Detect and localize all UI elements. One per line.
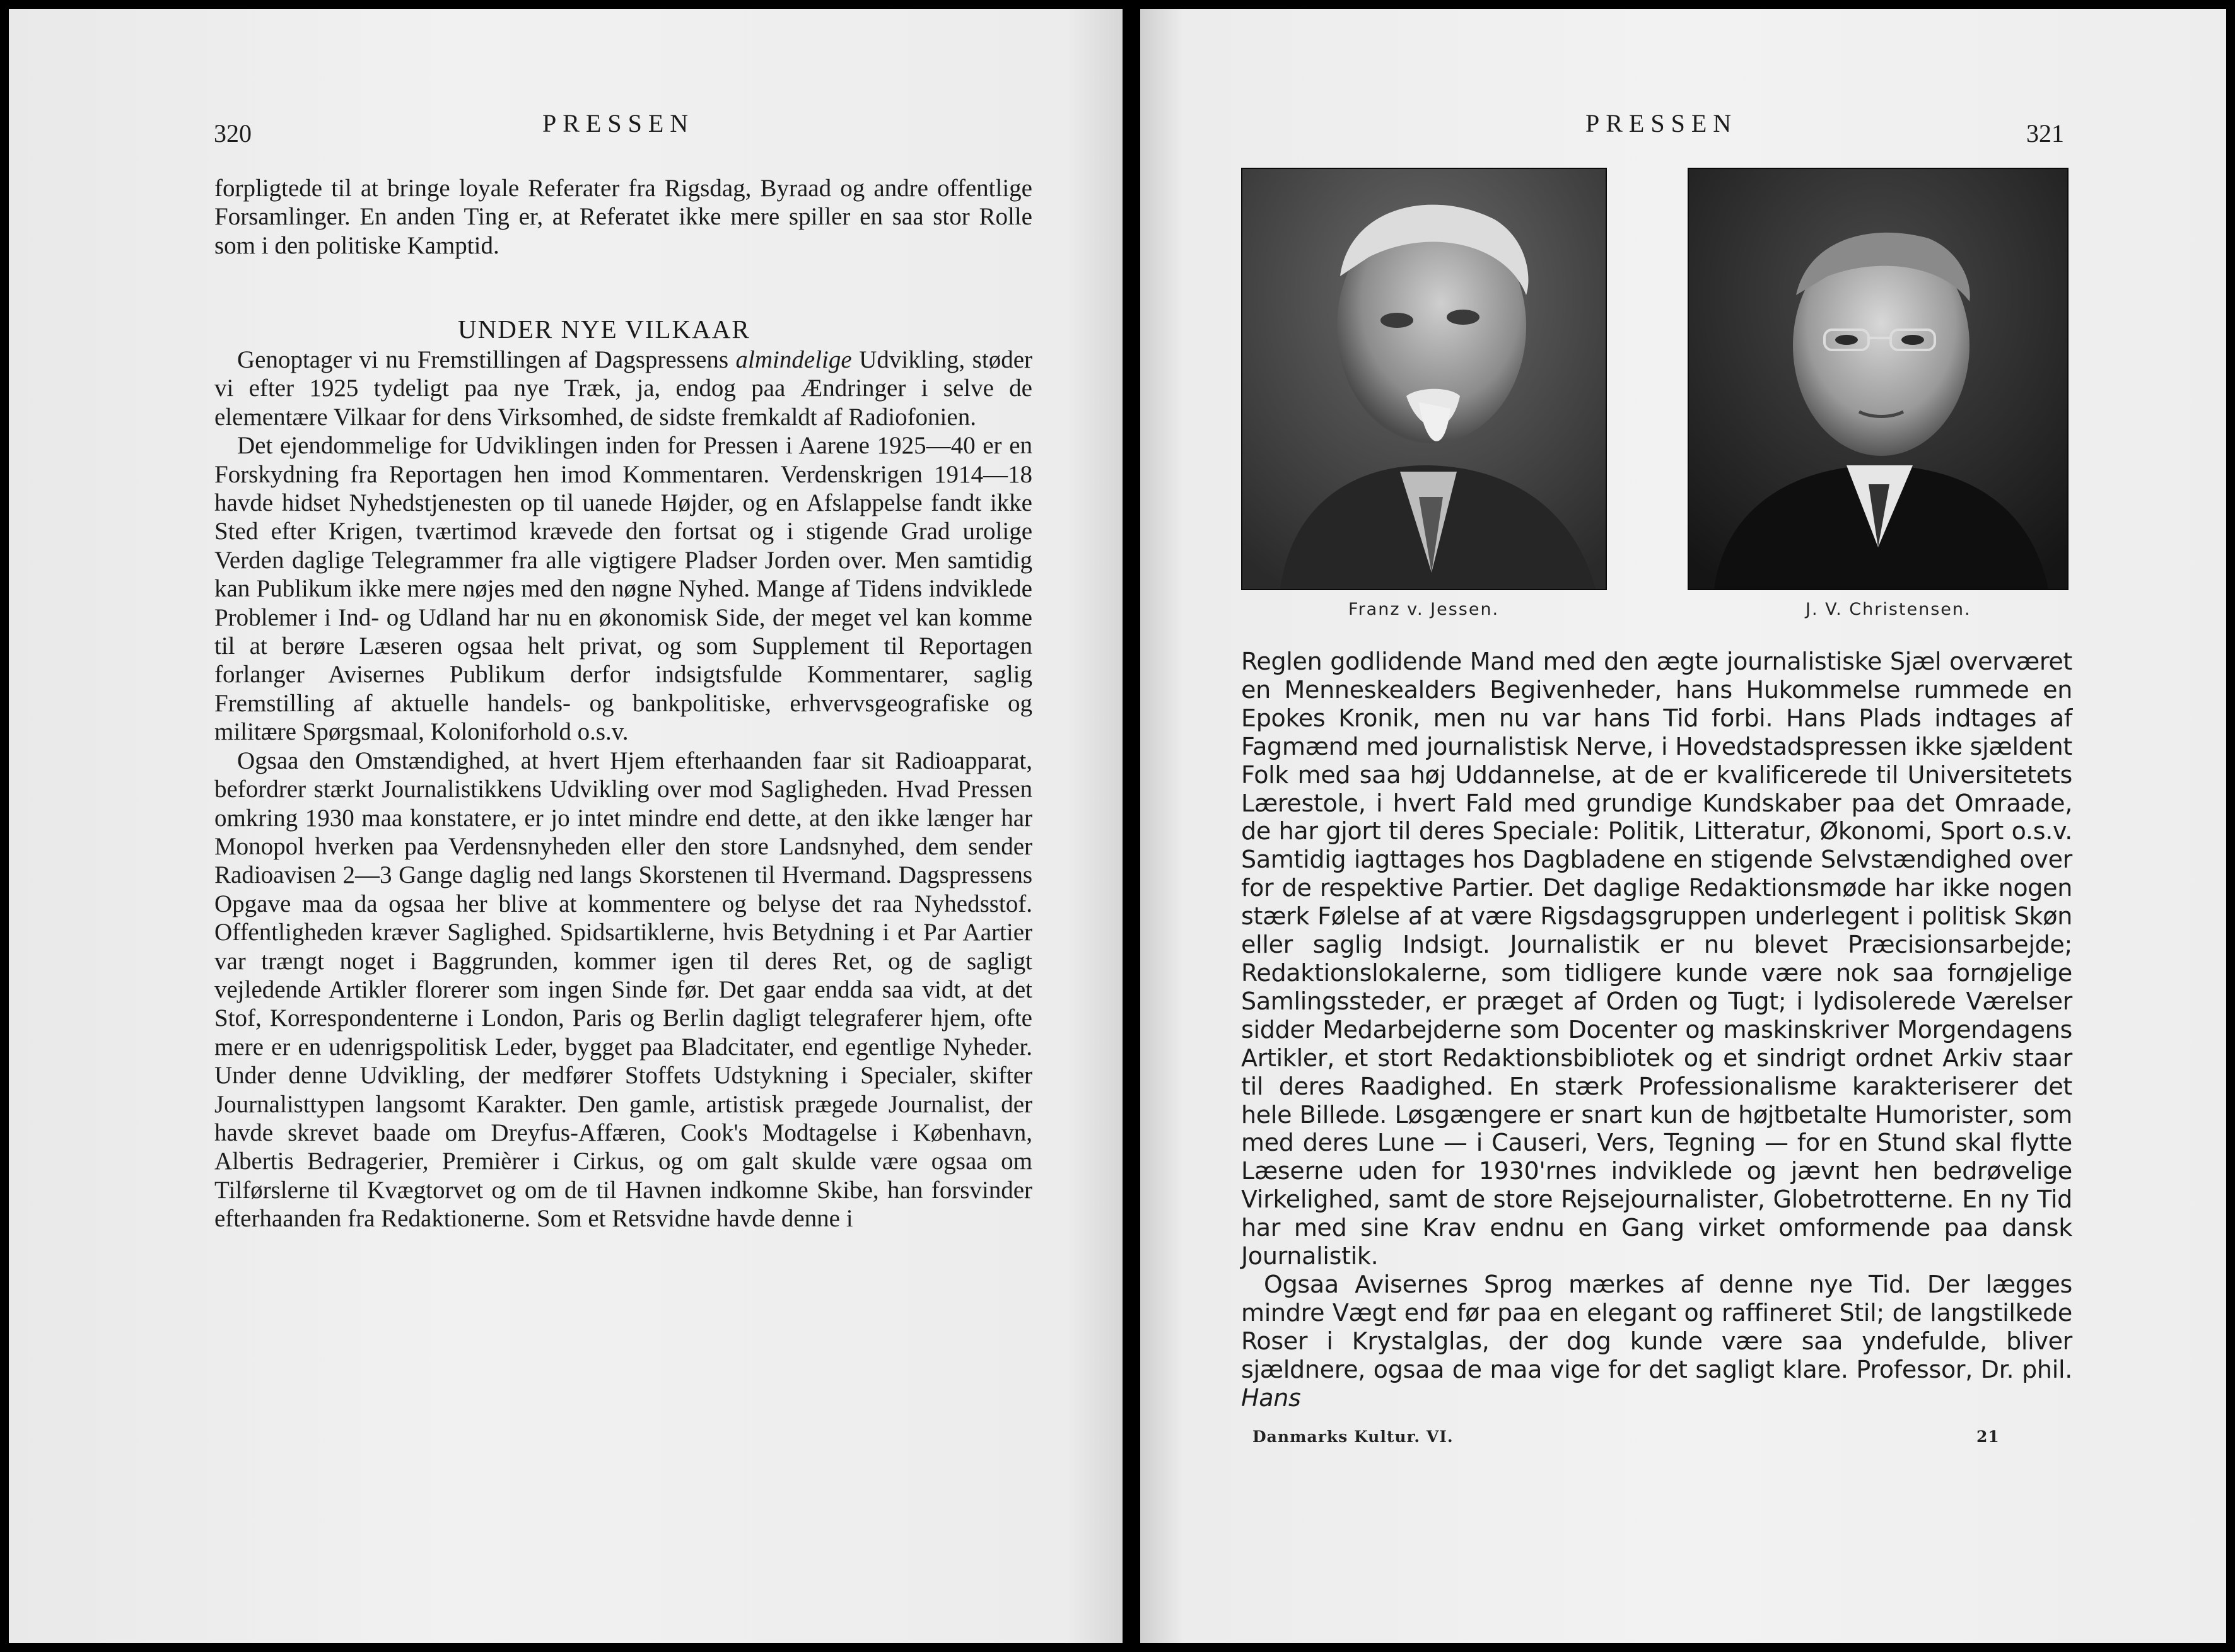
paragraph bbox=[214, 346, 1032, 431]
paragraph-italic: Hans bbox=[1241, 1383, 1301, 1412]
body-text-top bbox=[214, 174, 1032, 260]
left-page bbox=[9, 9, 1123, 1643]
paragraph: Det ejendommelige for Udviklingen inden for Pressen i Aarene 1925—40 er en Forskydning fra Reportagen hen imod Kommentaren. Verdenskrigen 1914—18 havde hidset Nyhedstjenesten op til uanede Højder, og en Afslappelse fandt ikke Sted efter Krigen, tværtimod krævede den fortsat og i stigende Grad urolige Verden daglige Telegrammer fra alle vigtigere Pladser Jorden over. Men samtidig kan Publikum ikke mere nøjes med den nøgne Nyhed. Mange af Tidens indviklede Problemer i Ind- og Udland har nu en økonomisk Side, der meget vel kan komme til at berøre Læseren ogsaa helt privat, og som Supplement til Reportagen forlanger Avisernes Publikum derfor indsigtsfulde Kommentarer, saglig Fremstilling af aktuelle handels- og bankpolitiske, erhvervsgeografiske og militære Spørgsmaal, Koloniforhold o.s.v. bbox=[214, 432, 1032, 746]
portrait-image bbox=[1242, 169, 1606, 589]
running-head: PRESSEN bbox=[1585, 109, 1738, 137]
paragraph-text: Udvikling, støder vi efter 1925 tydeligt paa nye Træk, ja, endog paa Ændringer i selve de elementære Vilkaar for dens Virksomhed, de sidste fremkaldt af Radiofonien. bbox=[214, 346, 1032, 431]
paragraph-italic: almindelige bbox=[735, 346, 852, 373]
body-text bbox=[214, 346, 1032, 1233]
page-number: 321 bbox=[2026, 119, 2064, 148]
paragraph-text: Genoptager vi nu Fremstillingen af Dagspressens bbox=[237, 346, 736, 373]
right-page bbox=[1140, 9, 2226, 1643]
portrait-image bbox=[1689, 169, 2067, 589]
footer-signature-number: 21 bbox=[1976, 1428, 2000, 1446]
running-head: PRESSEN bbox=[542, 109, 695, 137]
page-number: 320 bbox=[214, 119, 252, 148]
paragraph: Ogsaa den Omstændighed, at hvert Hjem efterhaanden faar sit Radioapparat, befordrer stærkt Journalistikkens Udvikling over mod Sagligheden. Hvad Pressen omkring 1930 maa konstatere, er jo intet mindre end dette, at den ikke længer har Monopol hverken paa Verdensnyheden eller den store Landsnyhed, dem sender Radioavisen 2—3 Gange daglig ned langs Skorstenen til Hvermand. Dagspressens Opgave maa da ogsaa her blive at kommentere og belyse det raa Nyhedsstof. Offentligheden kræver Saglighed. Spidsartiklerne, hvis Betydning i et Par Aartier var trængt noget i Baggrunden, kommer igen til deres Ret, og de sagligt vejledende Artikler florerer som ingen Sinde før. Det gaar endda saa vidt, at det Stof, Korrespondenterne i London, Paris og Berlin dagligt telegraferer hjem, ofte mere er en udenrigspolitisk Leder, bygget paa Bladcitater, end egentlige Nyheder. Under denne Udvikling, der medfører Stoffets Udstykning i Specialer, skifter Journalisttypen langsomt Karakter. Den gamle, artistisk prægede Journalist, der havde skrevet baade om Dreyfus-Affæren, Cook's Modtagelse i København, Albertis Bedragerier, Premièrer i Cirkus, og om galt skulde være ogsaa om Tilførslerne til Kvægtorvet og om de til Havnen indkomne Skibe, han forsvinder efterhaanden fra Redaktionerne. Som et Retsvidne havde denne i bbox=[214, 747, 1032, 1233]
photo-caption: J. V. Christensen. bbox=[1806, 600, 1971, 619]
intro-paragraph: forpligtede til at bringe loyale Referater fra Rigsdag, Byraad og andre offentlige Forsamlinger. En anden Ting er, at Referatet ikke mere spiller en saa stor Rolle som i den politiske Kamptid. bbox=[214, 175, 1032, 259]
body-text bbox=[1241, 648, 2072, 1412]
portrait-photo bbox=[1241, 168, 1607, 590]
paragraph-text: Ogsaa Avisernes Sprog mærkes af denne nye Tid. Der lægges mindre Vægt end før paa en elegant og raffineret Stil; de langstilkede Roser i Krystalglas, der dog kunde være saa yndefulde, bliver sjældnere, ogsaa de maa vige for det sagligt klare. Professor, Dr. phil. bbox=[1241, 1270, 2072, 1383]
portrait-photo bbox=[1688, 168, 2069, 590]
paragraph: Reglen godlidende Mand med den ægte journalistiske Sjæl overværet en Menneskealders Begivenheder, hans Hukommelse rummede en Epokes Kronik, men nu var hans Tid forbi. Hans Plads indtages af Fagmænd med journalistisk Nerve, i Hovedstadspressen ikke sjældent Folk med saa høj Uddannelse, at de er kvalificerede til Universitetets Lærestole, i hvert Fald med grundige Kundskaber paa det Omraade, de har gjort til deres Speciale: Politik, Litteratur, Økonomi, Sport o.s.v. Samtidig iagttages hos Dagbladene en stigende Selvstændighed over for de respektive Partier. Det daglige Redaktionsmøde har ikke nogen stærk Følelse af at være Rigsdagsgruppen underlegent i politisk Skøn eller saglig Indsigt. Journalistik er nu blevet Præcisionsarbejde; Redaktionslokalerne, som tidligere kunde være nok saa fornøjelige Samlingssteder, er præget af Orden og Tugt; i lydisolerede Værelser sidder Medarbejderne som Docenter og maskinskriver Morgendagens Artikler, et stort Redaktionsbibliotek og et sindrigt ordnet Arkiv staar til deres Raadighed. En stærk Professionalisme karakteriserer det hele Billede. Løsgængere er snart kun de højtbetalte Humorister, som med deres Lune — i Causeri, Vers, Tegning — for en Stund skal flytte Læserne uden for 1930'rnes indviklede og jævnt hen bedrøvelige Virkelighed, samt de store Rejsejournalister, Globetrotterne. En ny Tid har med sine Krav endnu en Gang virket omformende paa dansk Journalistik. bbox=[1241, 648, 2072, 1271]
paragraph bbox=[1241, 1271, 2072, 1412]
photo-caption: Franz v. Jessen. bbox=[1348, 600, 1500, 619]
footer-signature: Danmarks Kultur. VI. bbox=[1252, 1428, 1454, 1446]
section-heading: UNDER NYE VILKAAR bbox=[458, 315, 750, 344]
